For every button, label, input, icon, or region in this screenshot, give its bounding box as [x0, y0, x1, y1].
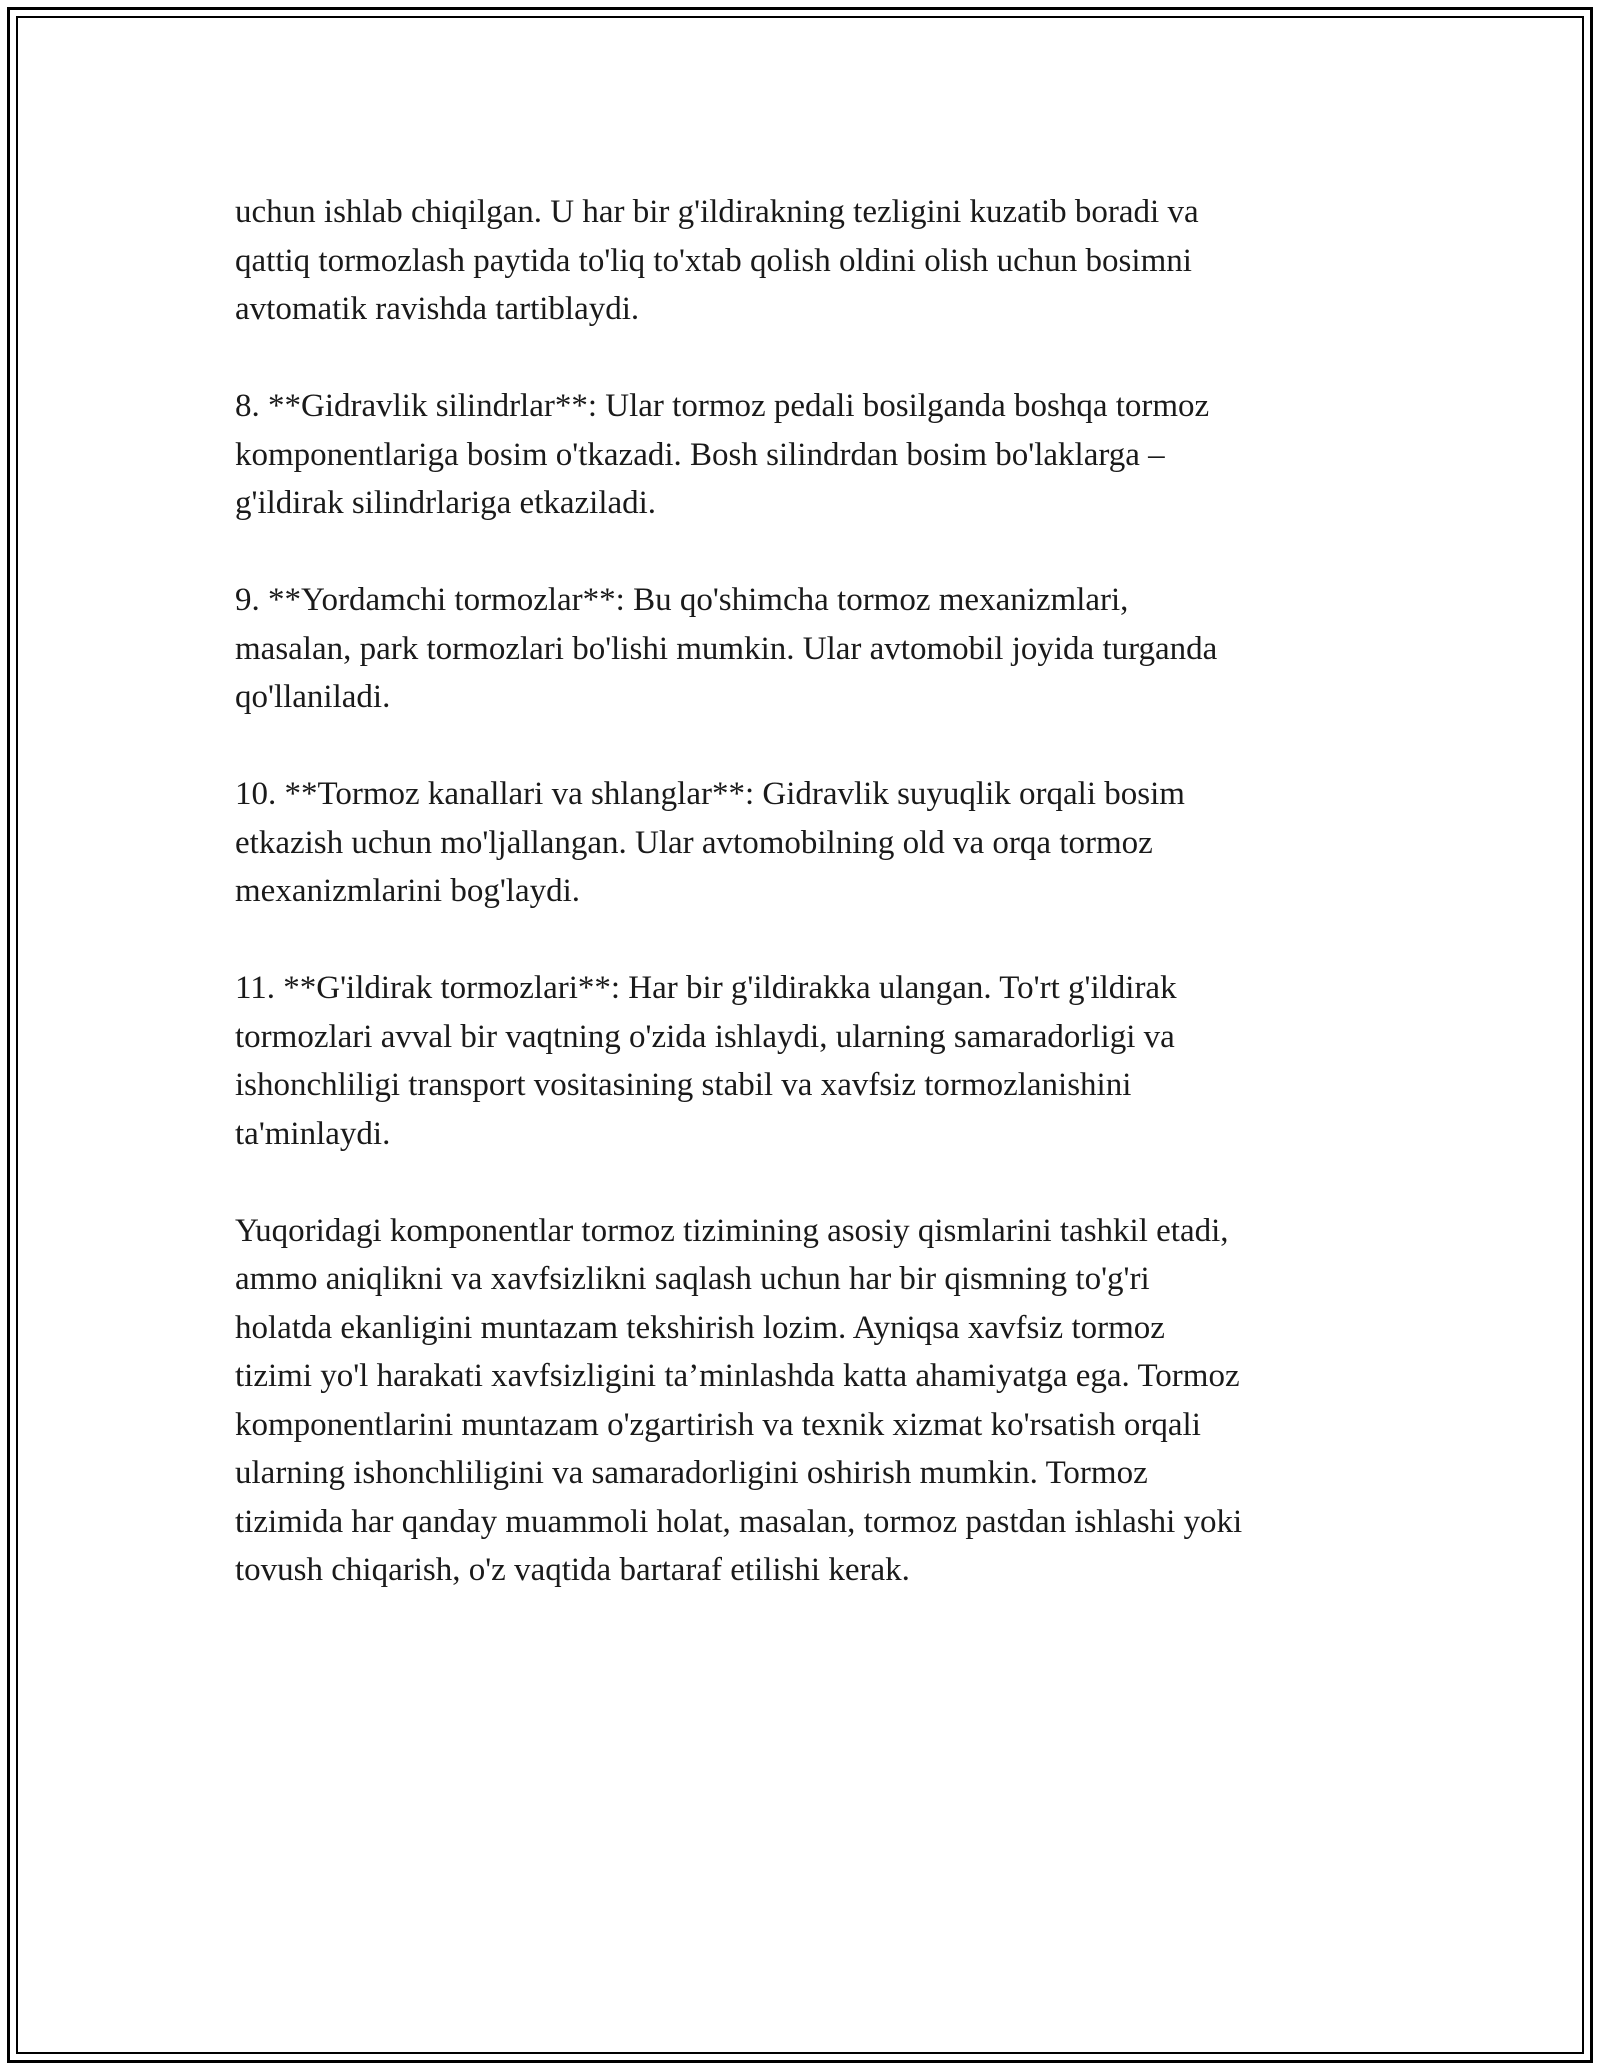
- text-line: uchun ishlab chiqilgan. U har bir g'ildirakning tezligini kuzatib boradi va: [235, 194, 1199, 230]
- text-line: tizimi yo'l harakati xavfsizligini ta’minlashda katta ahamiyatga ega. Tormoz: [235, 1358, 1240, 1394]
- text-line: ta'minlaydi.: [235, 1115, 391, 1152]
- paragraph-item-11: [235, 964, 1365, 1158]
- text-line: komponentlariga bosim o'tkazadi. Bosh silindrdan bosim bo'laklarga –: [235, 436, 1165, 473]
- text-line: 10. **Tormoz kanallari va shlanglar**: Gidravlik suyuqlik orqali bosim: [235, 776, 1185, 812]
- text-line: qo'llaniladi.: [235, 679, 391, 715]
- text-line: ishonchliligi transport vositasining stabil va xavfsiz tormozlanishini: [235, 1067, 1132, 1103]
- text-line: tormozlari avval bir vaqtning o'zida ishlaydi, ularning samaradorligi va: [235, 1018, 1175, 1055]
- text-line: etkazish uchun mo'ljallangan. Ular avtomobilning old va orqa tormoz: [235, 824, 1153, 861]
- text-line: 9. **Yordamchi tormozlar**: Bu qo'shimcha tormoz mexanizmlari,: [235, 582, 1129, 618]
- text-line: tizimida har qanday muammoli holat, masalan, tormoz pastdan ishlashi yoki: [235, 1503, 1243, 1540]
- text-line: ularning ishonchliligini va samaradorligini oshirish mumkin. Tormoz: [235, 1455, 1148, 1491]
- paragraph-item-8: [235, 382, 1365, 528]
- paragraph-abs-continuation: [235, 188, 1365, 334]
- text-line: qattiq tormozlash paytida to'liq to'xtab qolish oldini olish uchun bosimni: [235, 242, 1192, 279]
- text-line: tovush chiqarish, o'z vaqtida bartaraf etilishi kerak.: [235, 1552, 910, 1588]
- text-line: ammo aniqlikni va xavfsizlikni saqlash uchun har bir qismning to'g'ri: [235, 1261, 1150, 1297]
- paragraph-conclusion: [235, 1207, 1365, 1595]
- paragraph-item-10: [235, 770, 1365, 916]
- document-body: [235, 188, 1365, 1643]
- text-line: holatda ekanligini muntazam tekshirish lozim. Ayniqsa xavfsiz tormoz: [235, 1309, 1165, 1346]
- text-line: 11. **G'ildirak tormozlari**: Har bir g'ildirakka ulangan. To'rt g'ildirak: [235, 970, 1177, 1006]
- text-line: masalan, park tormozlari bo'lishi mumkin. Ular avtomobil joyida turganda: [235, 630, 1218, 667]
- text-line: mexanizmlarini bog'laydi.: [235, 873, 581, 909]
- text-line: Yuqoridagi komponentlar tormoz tizimining asosiy qismlarini tashkil etadi,: [235, 1212, 1229, 1249]
- text-line: 8. **Gidravlik silindrlar**: Ular tormoz pedali bosilganda boshqa tormoz: [235, 388, 1210, 424]
- text-line: g'ildirak silindrlariga etkaziladi.: [235, 485, 657, 521]
- text-line: komponentlarini muntazam o'zgartirish va texnik xizmat ko'rsatish orqali: [235, 1406, 1201, 1443]
- text-line: avtomatik ravishda tartiblaydi.: [235, 291, 640, 327]
- paragraph-item-9: [235, 576, 1365, 722]
